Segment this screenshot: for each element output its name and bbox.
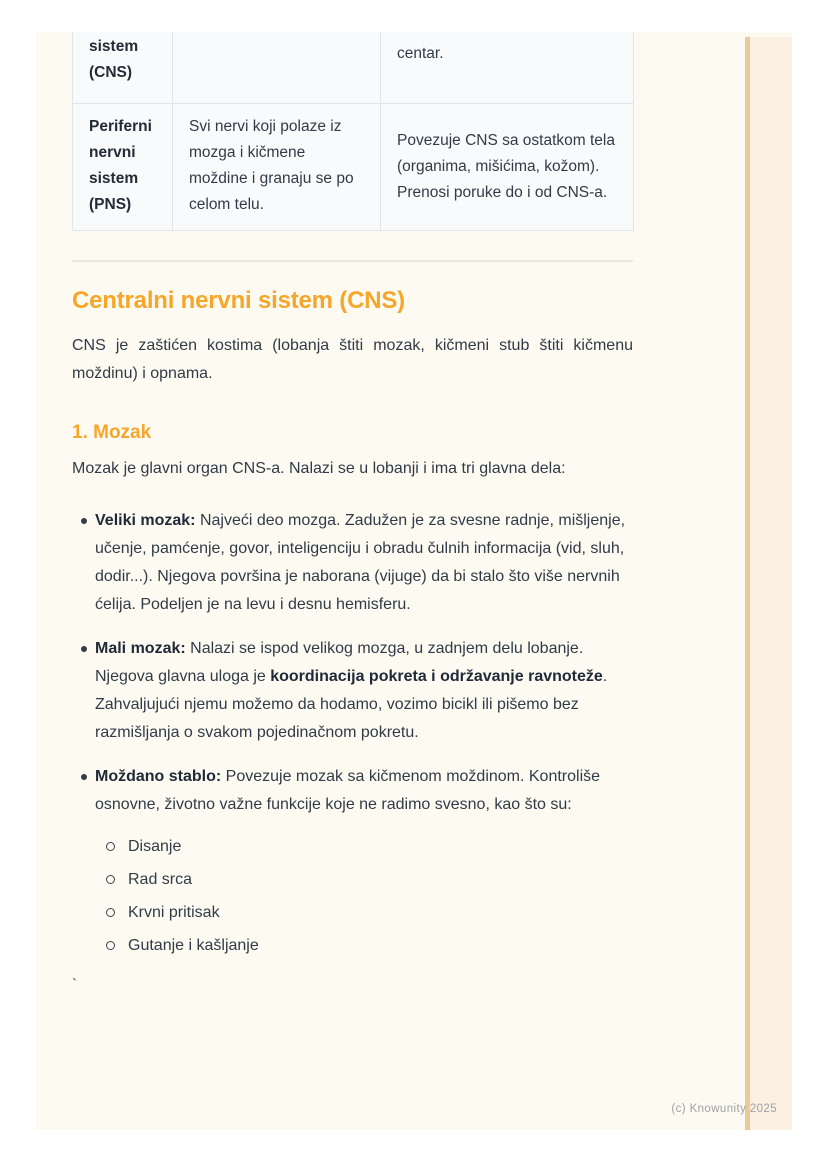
table-cell: centar. bbox=[381, 32, 634, 103]
sub-list-item: Krvni pritisak bbox=[95, 899, 633, 927]
list-item: Mali mozak: Nalazi se ispod velikog mozga, u zadnjem delu lobanje. Njegova glavna uloga je koordinacija pokreta i održavanje ravnoteže. Zahvaljujući njemu možemo da hodamo, vozimo bicikl ili pišemo bez razmišljanja o svakom pojedinačnom pokretu. bbox=[72, 635, 633, 747]
table-cell: Periferni nervni sistem (PNS) bbox=[73, 103, 173, 230]
mozak-sub-title: 1. Mozak bbox=[72, 421, 152, 443]
table-cell: Povezuje CNS sa ostatkom tela (organima, mišićima, kožom). Prenosi poruke do i od CNS-a. bbox=[381, 103, 634, 230]
info-table-body bbox=[73, 32, 634, 230]
copyright-footer: (c) Knowunity 2025 bbox=[671, 1103, 777, 1115]
mozak-intro: Mozak je glavni organ CNS-a. Nalazi se u lobanji i ima tri glavna dela: bbox=[72, 459, 566, 477]
section-divider bbox=[72, 260, 633, 262]
list-item: Veliki mozak: Najveći deo mozga. Zadužen je za svesne radnje, mišljenje, učenje, pamćenje, govor, inteligenciju i obradu čulnih informacija (vid, sluh, dodir...). Njegova površina je naborana (vijuge) da bi stalo što više nervnih ćelija. Podeljen je na levu i desnu hemisferu. bbox=[72, 507, 633, 619]
sub-list-item: Rad srca bbox=[95, 866, 633, 894]
document-page bbox=[36, 32, 792, 1130]
table-cell: sistem (CNS) bbox=[73, 32, 173, 103]
sub-list-item: Gutanje i kašljanje bbox=[95, 932, 633, 960]
table-cell: Svi nervi koji polaze iz mozga i kičmene moždine i granaju se po celom telu. bbox=[173, 103, 381, 230]
stray-backtick: ` bbox=[72, 975, 77, 993]
table-cell bbox=[173, 32, 381, 103]
sub-list-item: Disanje bbox=[95, 833, 633, 861]
sub-bullet-list bbox=[95, 833, 633, 960]
table-row bbox=[73, 103, 634, 230]
list-item: Moždano stablo: Povezuje mozak sa kičmenom moždinom. Kontroliše osnovne, životno važne funkcije koje ne radimo svesno, kao što su: Disanje Rad srca Krvni pritisak Gutanje i kašljanje bbox=[72, 763, 633, 960]
main-bullet-list bbox=[72, 507, 633, 960]
cns-section-intro: CNS je zaštićen kostima (lobanja štiti mozak, kičmeni stub štiti kičmenu moždinu) i opnama. bbox=[72, 336, 633, 382]
page-content bbox=[36, 32, 792, 993]
info-table bbox=[72, 32, 634, 231]
table-row bbox=[73, 32, 634, 103]
cns-section-title: Centralni nervni sistem (CNS) bbox=[72, 286, 405, 314]
